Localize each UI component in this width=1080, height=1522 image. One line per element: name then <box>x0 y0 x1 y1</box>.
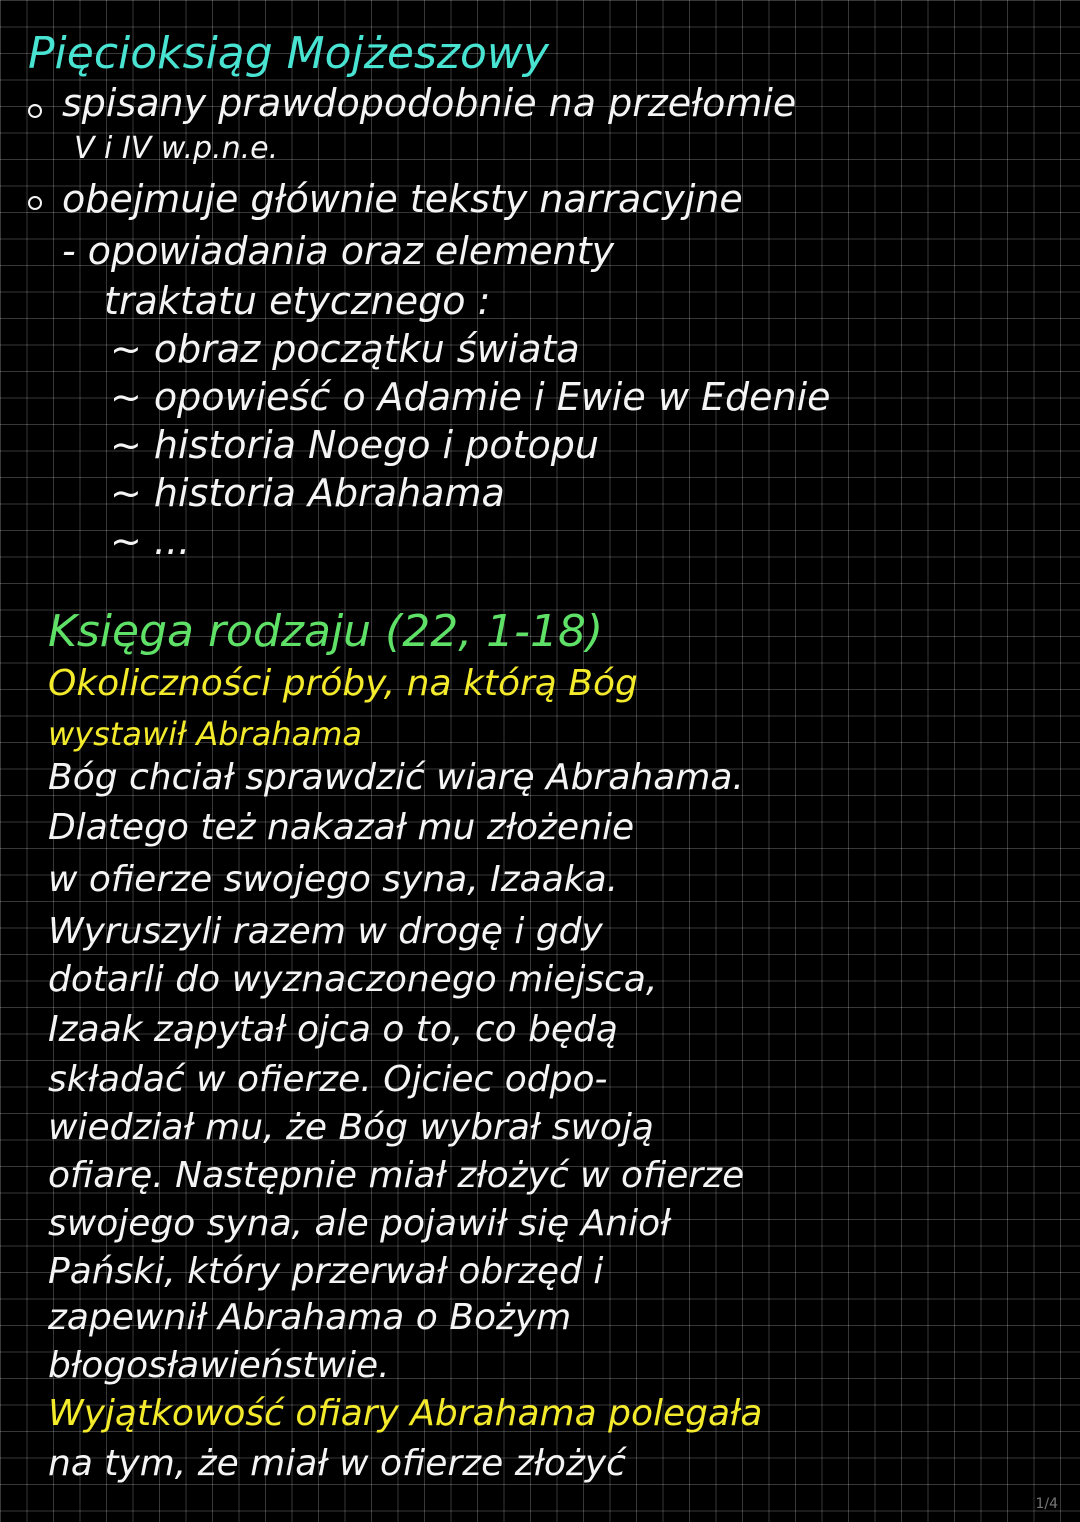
note-line: V i IV w.p.n.e. <box>74 131 279 166</box>
note-line: Dlatego też nakazał mu złożenie <box>48 807 635 848</box>
note-line: błogosławieństwie. <box>48 1345 390 1386</box>
note-line: wiedział mu, że Bóg wybrał swoją <box>48 1107 654 1148</box>
note-line: zapewnił Abrahama o Bożym <box>48 1297 572 1338</box>
note-line: traktatu etycznego : <box>104 279 491 323</box>
list-item: ~ opowieść o Adamie i Ewie w Edenie <box>110 375 831 419</box>
bullet-icon <box>28 196 42 210</box>
note-line: Pański, który przerwał obrzęd i <box>48 1251 604 1292</box>
list-item: ~ historia Noego i potopu <box>110 423 599 467</box>
note-line: spisany prawdopodobnie na przełomie <box>62 81 797 125</box>
highlight-line: Wyjątkowość ofiary Abrahama polegała <box>48 1393 763 1434</box>
note-line: ofiarę. Następnie miał złożyć w ofierze <box>48 1155 745 1196</box>
note-line: Wyruszyli razem w drogę i gdy <box>48 911 603 952</box>
subheading-circumstances: wystawił Abrahama <box>48 715 362 753</box>
page-number: 1/4 <box>1035 1496 1058 1512</box>
bullet-icon <box>28 104 42 118</box>
heading-pentateuch: Pięcioksiąg Mojżeszowy <box>28 28 549 79</box>
list-item: ~ obraz początku świata <box>110 327 580 371</box>
note-line: na tym, że miał w ofierze złożyć <box>48 1443 626 1484</box>
subheading-circumstances: Okoliczności próby, na którą Bóg <box>48 663 638 704</box>
note-line: Izaak zapytał ojca o to, co będą <box>48 1009 618 1050</box>
note-line: w ofierze swojego syna, Izaaka. <box>48 859 619 900</box>
note-line: składać w ofierze. Ojciec odpo- <box>48 1059 608 1100</box>
note-line: swojego syna, ale pojawił się Anioł <box>48 1203 671 1244</box>
list-item: ~ ... <box>110 519 191 563</box>
note-line: Bóg chciał sprawdzić wiarę Abrahama. <box>48 757 744 798</box>
heading-genesis: Księga rodzaju (22, 1-18) <box>48 606 604 657</box>
list-item: ~ historia Abrahama <box>110 471 505 515</box>
note-line: dotarli do wyznaczonego miejsca, <box>48 959 658 1000</box>
note-line: - opowiadania oraz elementy <box>62 229 615 273</box>
note-line: obejmuje głównie teksty narracyjne <box>62 177 743 221</box>
